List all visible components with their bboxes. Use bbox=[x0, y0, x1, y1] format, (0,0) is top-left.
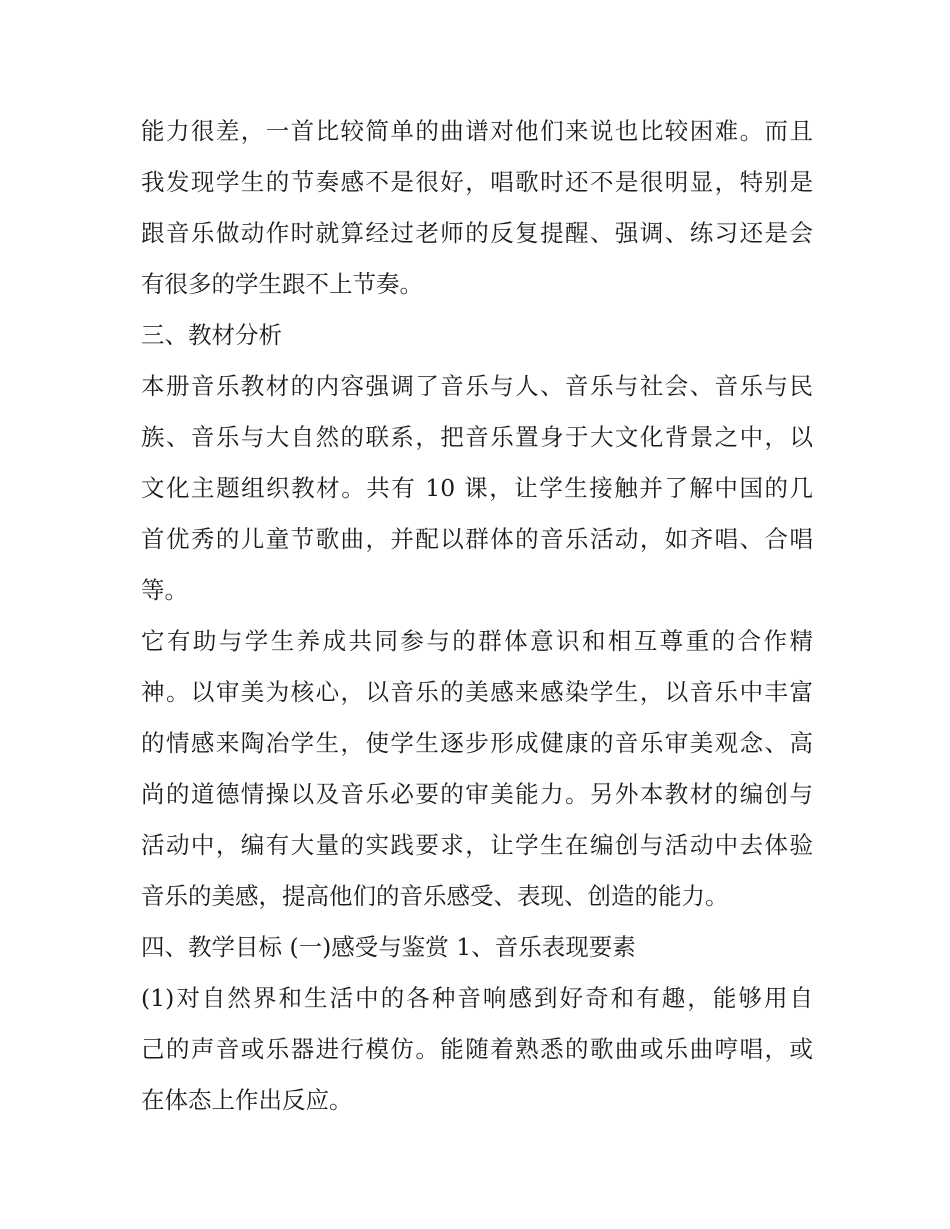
text-line: 跟音乐做动作时就算经过老师的反复提醒、强调、练习还是会 bbox=[141, 219, 813, 247]
text-line: 我发现学生的节奏感不是很好，唱歌时还不是很明显，特别是 bbox=[141, 168, 813, 196]
text-line: 首优秀的儿童节歌曲，并配以群体的音乐活动，如齐唱、合唱 bbox=[141, 525, 813, 553]
section-heading: 三、教材分析 bbox=[141, 321, 282, 349]
text-line: 音乐的美感，提高他们的音乐感受、表现、创造的能力。 bbox=[141, 882, 729, 910]
text-line: 在体态上作出反应。 bbox=[141, 1086, 353, 1114]
text-line: 它有助与学生养成共同参与的群体意识和相互尊重的合作精 bbox=[141, 627, 813, 655]
text-line: 己的声音或乐器进行模仿。能随着熟悉的歌曲或乐曲哼唱，或 bbox=[141, 1035, 813, 1063]
text-line: 本册音乐教材的内容强调了音乐与人、音乐与社会、音乐与民 bbox=[141, 372, 813, 400]
body-text bbox=[141, 106, 813, 1126]
text-line: 的情感来陶冶学生，使学生逐步形成健康的音乐审美观念、高 bbox=[141, 729, 813, 757]
text-line: 等。 bbox=[141, 576, 188, 604]
text-line: 神。以审美为核心，以音乐的美感来感染学生，以音乐中丰富 bbox=[141, 678, 813, 706]
section-heading: 四、教学目标 (一)感受与鉴赏 1、音乐表现要素 bbox=[141, 933, 636, 961]
text-line: 族、音乐与大自然的联系，把音乐置身于大文化背景之中，以 bbox=[141, 423, 813, 451]
text-line: 尚的道德情操以及音乐必要的审美能力。另外本教材的编创与 bbox=[141, 780, 813, 808]
text-line: 有很多的学生跟不上节奏。 bbox=[141, 270, 423, 298]
text-line: 能力很差，一首比较简单的曲谱对他们来说也比较困难。而且 bbox=[141, 117, 813, 145]
text-line: (1)对自然界和生活中的各种音响感到好奇和有趣，能够用自 bbox=[141, 984, 813, 1012]
text-line: 活动中，编有大量的实践要求，让学生在编创与活动中去体验 bbox=[141, 831, 813, 859]
text-line: 文化主题组织教材。共有 10 课，让学生接触并了解中国的几 bbox=[141, 474, 813, 502]
